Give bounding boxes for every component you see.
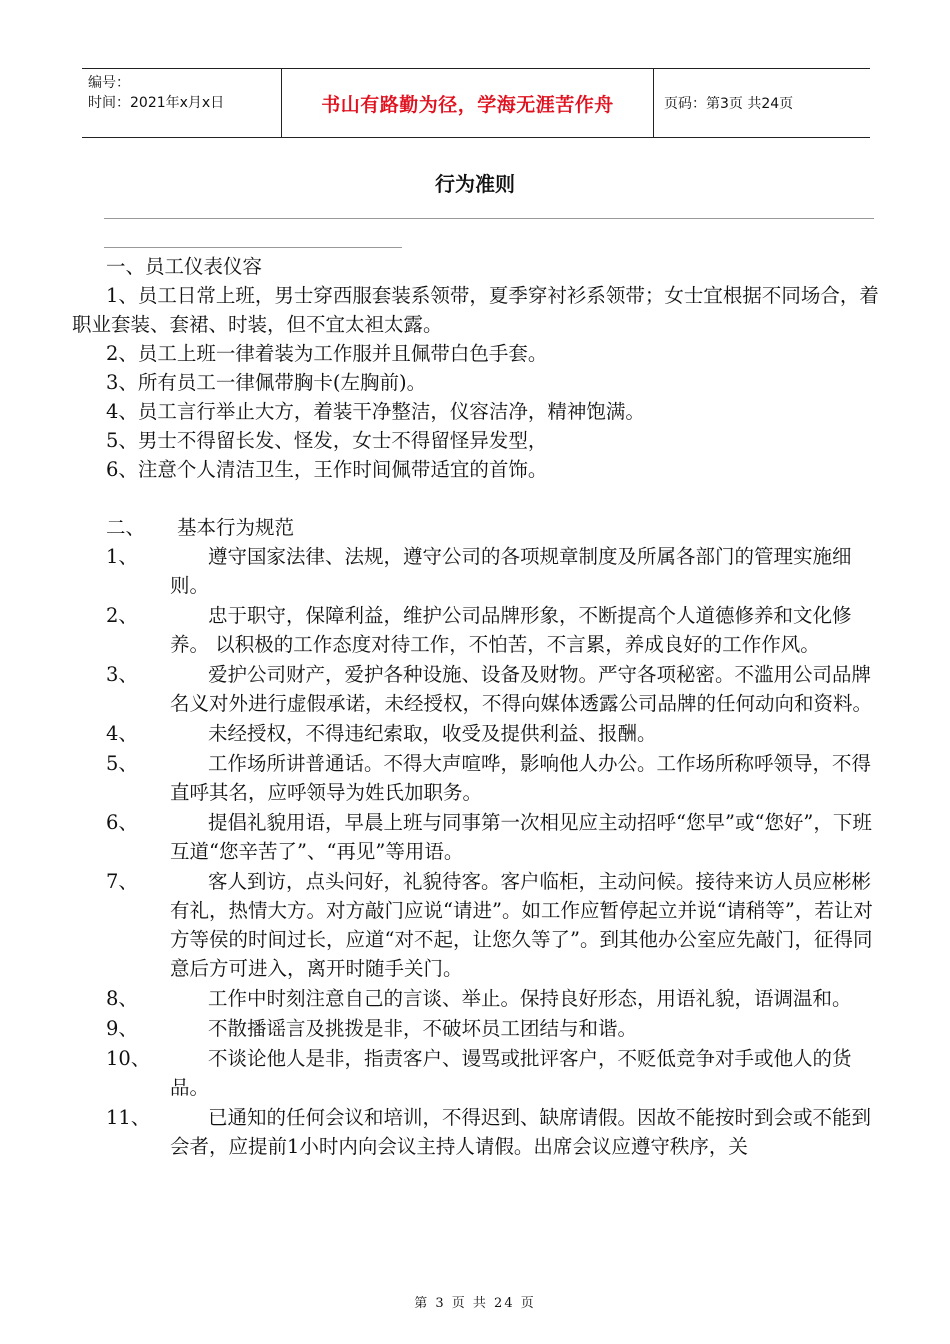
rule-text: 未经授权，不得违纪索取，收受及提供利益、报酬。 <box>208 722 657 745</box>
section1-item-6: 6、注意个人清洁卫生，王作时间佩带适宜的首饰。 <box>106 458 548 481</box>
document-title: 行为准则 <box>435 172 515 196</box>
rule-item <box>72 1014 880 1043</box>
rule-number: 7、 <box>106 870 138 893</box>
section-divider <box>104 247 402 248</box>
rule-number: 1、 <box>106 545 138 568</box>
rule-text: 已通知的任何会议和培训，不得迟到、缺席请假。因故不能按时到会或不能到会者，应提前1小时内向会议主持人请假。出席会议应遵守秩序，关 <box>170 1106 872 1158</box>
rule-item <box>72 1103 880 1161</box>
rule-text: 提倡礼貌用语，早晨上班与同事第一次相见应主动招呼“您早”或“您好”，下班互道“您辛苦了”、“再见”等用语。 <box>170 811 872 863</box>
section1-item-2: 2、员工上班一律着装为工作服并且佩带白色手套。 <box>106 342 548 365</box>
section1-heading: 一、员工仪表仪容 <box>106 255 263 278</box>
rule-text: 不散播谣言及挑拨是非，不破坏员工团结与和谐。 <box>208 1017 638 1040</box>
section2-heading-num: 二、 <box>106 516 146 539</box>
rule-text: 工作中时刻注意自己的言谈、举止。保持良好形态，用语礼貌，语调温和。 <box>208 987 852 1010</box>
rule-number: 2、 <box>106 604 138 627</box>
rule-number: 10、 <box>106 1047 151 1070</box>
section2-heading-text: 基本行为规范 <box>177 516 295 539</box>
rule-number: 4、 <box>106 722 138 745</box>
rule-item <box>72 984 880 1013</box>
rule-item <box>72 719 880 748</box>
document-body <box>72 252 880 1162</box>
section2-heading <box>72 513 880 542</box>
section1-item-5: 5、男士不得留长发、怪发，女士不得留怪异发型， <box>106 429 548 452</box>
rule-number: 8、 <box>106 987 138 1010</box>
rule-item <box>72 867 880 983</box>
section1-item-4: 4、员工言行举止大方，着装干净整洁，仪容洁净，精神饱满。 <box>106 400 645 423</box>
rule-number: 11、 <box>106 1106 151 1129</box>
rule-item <box>72 542 880 600</box>
header-meta <box>82 69 282 137</box>
page-header <box>82 68 870 138</box>
rule-text: 爱护公司财产，爱护各种设施、设备及财物。严守各项秘密。不滥用公司品牌名义对外进行虚假承诺，未经授权，不得向媒体透露公司品牌的任何动向和资料。 <box>170 663 873 715</box>
rule-text: 忠于职守，保障利益，维护公司品牌形象，不断提高个人道德修养和文化修养。 以积极的工作态度对待工作，不怕苦，不言累，养成良好的工作作风。 <box>170 604 852 656</box>
header-motto: 书山有路勤为径，学海无涯苦作舟 <box>321 93 614 116</box>
rule-text: 客人到访，点头问好，礼貌待客。客户临柜，主动问候。接待来访人员应彬彬有礼，热情大方。对方敲门应说“请进”。如工作应暂停起立并说“请稍等”，若让对方等侯的时间过长，应道“对不起，让您久等了”。到其他办公室应先敲门，征得同意后方可进入，离开时随手关门。 <box>170 870 873 980</box>
rule-number: 3、 <box>106 663 138 686</box>
header-number-label: 编号： <box>88 75 130 91</box>
header-time-label: 时间：2021年x月x日 <box>88 95 225 111</box>
rule-item <box>72 1044 880 1102</box>
rule-number: 6、 <box>106 811 138 834</box>
rule-number: 9、 <box>106 1017 138 1040</box>
section1-item-3: 3、所有员工一律佩带胸卡(左胸前)。 <box>106 371 427 394</box>
rule-item <box>72 808 880 866</box>
rule-text: 不谈论他人是非，指责客户、谩骂或批评客户，不贬低竞争对手或他人的货品。 <box>170 1047 852 1099</box>
header-motto-cell <box>282 69 654 137</box>
header-page-info: 页码：第3页 共24页 <box>664 96 794 112</box>
title-divider <box>104 218 874 219</box>
page-footer: 第 3 页 共 24 页 <box>414 1296 536 1311</box>
rule-text: 工作场所讲普通话。不得大声喧哗，影响他人办公。工作场所称呼领导，不得直呼其名，应呼领导为姓氏加职务。 <box>170 752 872 804</box>
rule-item <box>72 660 880 718</box>
section1-item-1: 1、员工日常上班，男士穿西服套装系领带，夏季穿衬衫系领带；女士宜根据不同场合，着职业套装、套裙、时装，但不宜太袒太露。 <box>72 284 879 336</box>
rule-item <box>72 601 880 659</box>
rule-number: 5、 <box>106 752 138 775</box>
rule-text: 遵守国家法律、法规，遵守公司的各项规章制度及所属各部门的管理实施细则。 <box>170 545 852 597</box>
rule-item <box>72 749 880 807</box>
